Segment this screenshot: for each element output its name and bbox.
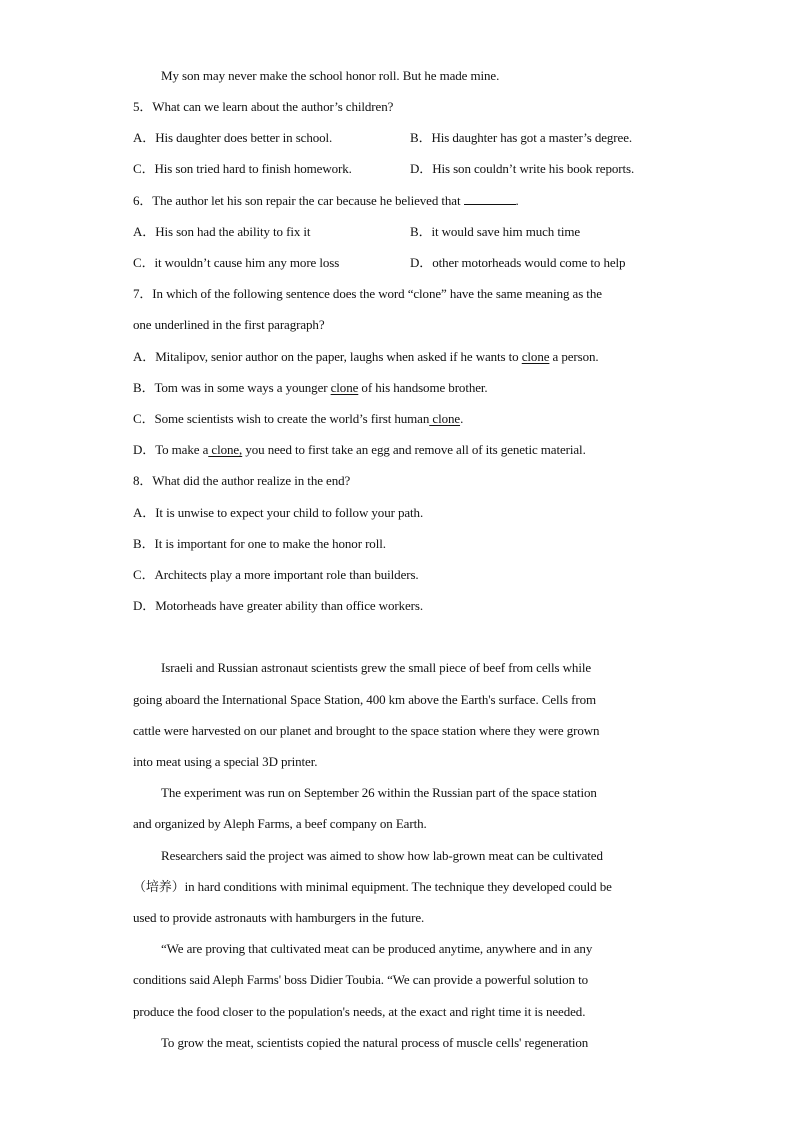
passage-line: produce the food closer to the population's needs, at the exact and right time it is needed. (133, 1004, 586, 1019)
question-6-option-d: D．other motorheads would come to help (410, 255, 626, 270)
question-7-option-c (133, 410, 463, 428)
option-text: B．Tom was in some ways a younger (133, 380, 331, 395)
underlined-word: clone, (208, 442, 243, 457)
option-text: A．Mitalipov, senior author on the paper, laughs when asked if he wants to (133, 349, 522, 364)
passage-line: （培养）in hard conditions with minimal equipment. The technique they developed could be (133, 879, 612, 894)
intro-line: My son may never make the school honor roll. But he made mine. (161, 68, 500, 83)
passage-line: “We are proving that cultivated meat can be produced anytime, anywhere and in any (161, 941, 593, 956)
passage-line: To grow the meat, scientists copied the natural process of muscle cells' regeneration (161, 1035, 589, 1050)
question-6-option-c: C．it wouldn’t cause him any more loss (133, 255, 340, 270)
question-5-stem: 5．What can we learn about the author’s children? (133, 99, 394, 114)
passage-line: going aboard the International Space Station, 400 km above the Earth's surface. Cells from (133, 692, 597, 707)
underlined-word: clone (330, 380, 359, 395)
question-7-option-a (133, 348, 599, 366)
question-7-option-b (133, 379, 488, 397)
option-text: C．Some scientists wish to create the world’s first human (133, 411, 430, 426)
question-6-stem (133, 192, 519, 210)
underlined-word: clone (429, 411, 461, 426)
passage-line: cattle were harvested on our planet and brought to the space station where they were grown (133, 723, 600, 738)
answer-blank (464, 192, 516, 205)
passage-line: Researchers said the project was aimed to show how lab-grown meat can be cultivated (161, 848, 603, 863)
passage-line: The experiment was run on September 26 within the Russian part of the space station (161, 785, 597, 800)
question-5-option-a: A．His daughter does better in school. (133, 130, 333, 145)
question-8-option-c: C．Architects play a more important role than builders. (133, 567, 419, 582)
passage-line: Israeli and Russian astronaut scientists grew the small piece of beef from cells while (161, 660, 592, 675)
question-7-stem-line2: one underlined in the first paragraph? (133, 317, 325, 332)
option-text: D．To make a (133, 442, 209, 457)
option-text: . (460, 411, 464, 426)
question-8-option-a: A．It is unwise to expect your child to follow your path. (133, 505, 424, 520)
question-7-stem-line1: 7．In which of the following sentence does the word “clone” have the same meaning as the (133, 286, 602, 301)
underlined-word: clone (521, 349, 550, 364)
passage-line: and organized by Aleph Farms, a beef company on Earth. (133, 816, 427, 831)
option-text: a person. (549, 349, 599, 364)
question-8-stem: 8．What did the author realize in the end? (133, 473, 351, 488)
question-6-option-a: A．His son had the ability to fix it (133, 224, 311, 239)
question-8-option-b: B．It is important for one to make the honor roll. (133, 536, 386, 551)
question-5-option-c: C．His son tried hard to finish homework. (133, 161, 352, 176)
option-text: of his handsome brother. (358, 380, 488, 395)
question-6-stem-end: . (515, 193, 519, 208)
passage-line: into meat using a special 3D printer. (133, 754, 318, 769)
question-5-option-b: B．His daughter has got a master’s degree. (410, 130, 633, 145)
option-text: you need to first take an egg and remove all of its genetic material. (242, 442, 586, 457)
passage-line: used to provide astronauts with hamburgers in the future. (133, 910, 425, 925)
question-6-option-b: B．it would save him much time (410, 224, 581, 239)
question-8-option-d: D．Motorheads have greater ability than office workers. (133, 598, 424, 613)
passage-line: conditions said Aleph Farms' boss Didier Toubia. “We can provide a powerful solution to (133, 972, 589, 987)
question-7-option-d (133, 441, 586, 459)
question-5-option-d: D．His son couldn’t write his book reports. (410, 161, 635, 176)
question-6-stem-text: 6．The author let his son repair the car because he believed that (133, 193, 461, 208)
